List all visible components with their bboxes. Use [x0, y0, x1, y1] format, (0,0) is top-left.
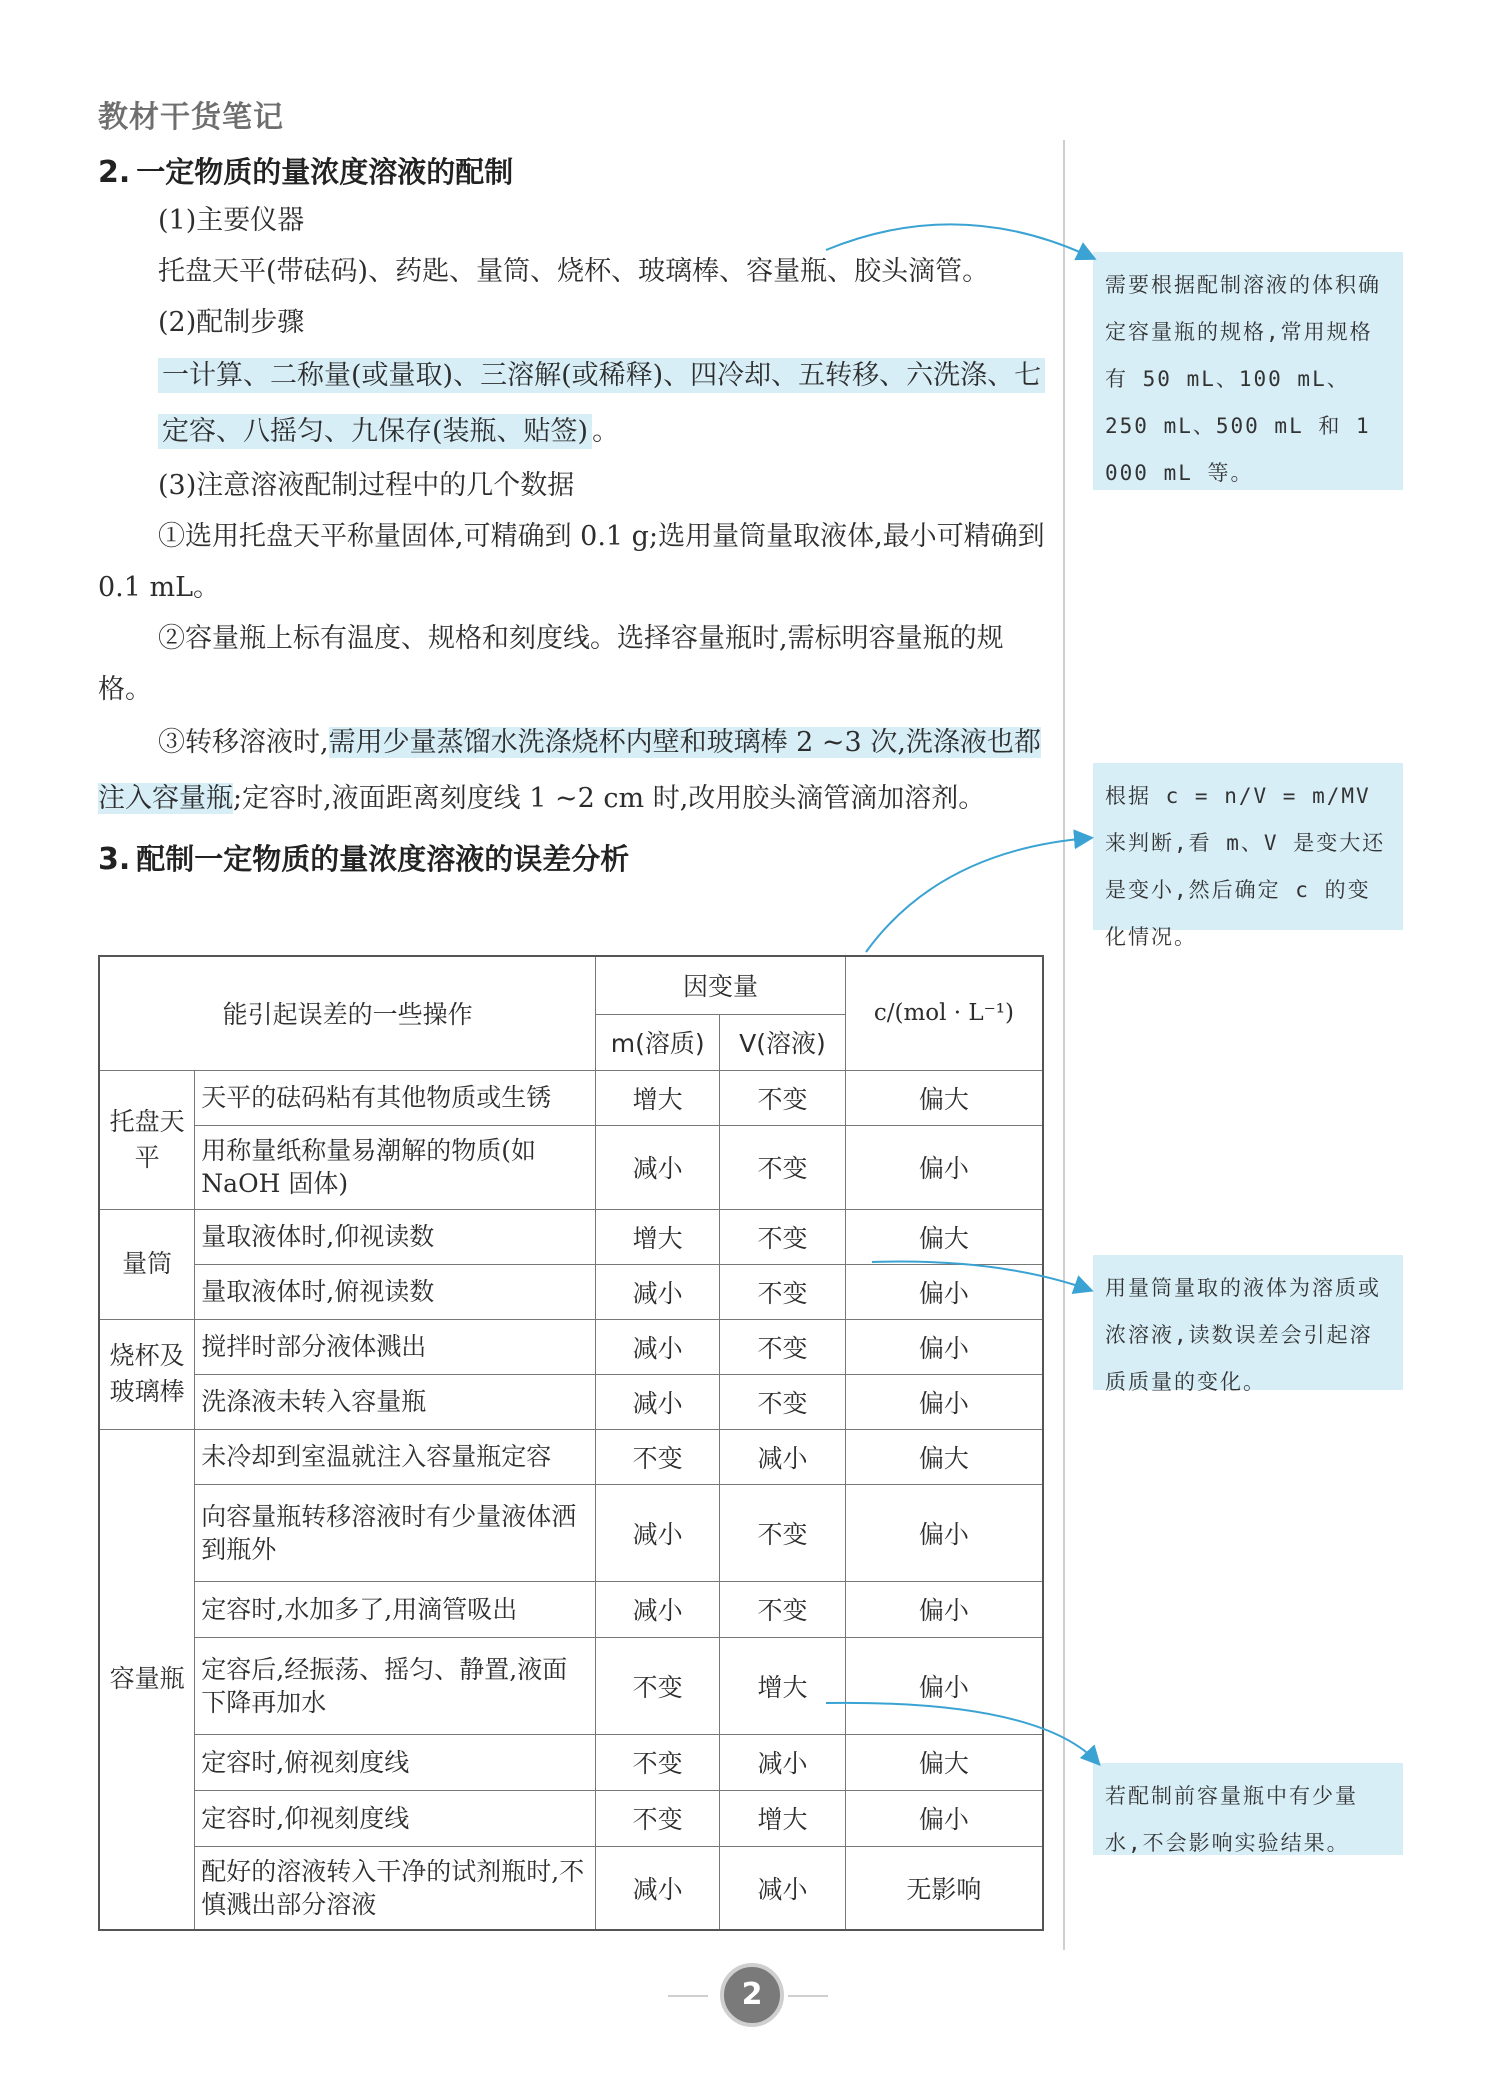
- instruments-list: 托盘天平(带砝码)、药匙、量筒、烧杯、玻璃棒、容量瓶、胶头滴管。: [158, 256, 990, 287]
- page-number: 2: [720, 1963, 784, 2027]
- section-3-title-text: 配制一定物质的量浓度溶液的误差分析: [136, 842, 630, 876]
- table-row-op: 配好的溶液转入干净的试剂瓶时,不慎溅出部分溶液: [195, 1846, 596, 1930]
- header-m: m(溶质): [596, 1014, 720, 1070]
- note-cylinder: 用量筒量取的液体为溶质或浓溶液,读数误差会引起溶质质量的变化。: [1093, 1255, 1403, 1390]
- arrow-2: [866, 838, 1090, 952]
- arrow-1: [826, 224, 1093, 258]
- subheading-steps: (2)配制步骤: [158, 307, 305, 338]
- table-row-op: 量取液体时,仰视读数: [195, 1209, 596, 1264]
- note-flask-size: 需要根据配制溶液的体积确定容量瓶的规格,常用规格有 50 mL、100 mL、250 mL、500 mL 和 1 000 mL 等。: [1093, 252, 1403, 490]
- steps-paragraph: 一计算、二称量(或量取)、三溶解(或稀释)、四冷却、五转移、六洗涤、七定容、八摇匀、九保存(装瓶、贴签) 。: [98, 348, 1045, 460]
- error-analysis-table: 能引起误差的一些操作 因变量 c/(mol · L⁻¹) m(溶质) V(溶液) 托盘天平 天平的砝码粘有其他物质或生锈 增大 不变 偏大 用称量纸称量易潮解的物质(如 NaOH 固体) 减小 不变 偏小 量筒 量取液体时,仰视读数 增大 不变 偏大 量取液体时,俯视读数 减小 不变 偏小 烧杯及玻璃棒 搅拌时部分液体溅出 减小 不变 偏小 洗涤液未转入容量瓶 减小 不变 偏小 容量瓶 未冷却到室温就注入容量瓶定容 不变 减小 偏大 向容量瓶转移溶液时有少量液体洒到瓶外 减小 不变 偏小 定容时,水加多了,用滴管吸出 减小 不变 偏小 定容后,经振荡、摇匀、静置,液面下降再加水 不变 增大 偏小 定容时,俯视刻度线 不变 减小 偏大 定容时,仰视刻度线 不变 增大 偏小 配好的溶液转入干净的试剂瓶时,不慎溅出部分溶液 减小 减小 无影响: [98, 955, 1044, 1931]
- category-balance: 托盘天平: [99, 1070, 195, 1209]
- table-row-op: 定容时,俯视刻度线: [195, 1734, 596, 1790]
- table-row-op: 量取液体时,俯视读数: [195, 1264, 596, 1319]
- table-row-op: 未冷却到室温就注入容量瓶定容: [195, 1429, 596, 1484]
- header-v: V(溶液): [720, 1014, 846, 1070]
- arrow-3: [872, 1262, 1090, 1290]
- steps-highlight: 一计算、二称量(或量取)、三溶解(或稀释)、四冷却、五转移、六洗涤、七定容、八摇匀、九保存(装瓶、贴签): [158, 358, 1045, 449]
- header-variables: 因变量: [596, 956, 846, 1014]
- note-water-in-flask: 若配制前容量瓶中有少量水,不会影响实验结果。: [1093, 1763, 1403, 1855]
- header-title: 教材干货笔记: [98, 100, 284, 135]
- data-point-2: ②容量瓶上标有温度、规格和刻度线。选择容量瓶时,需标明容量瓶的规格。: [98, 623, 1004, 705]
- table-row-op: 洗涤液未转入容量瓶: [195, 1374, 596, 1429]
- table-row-op: 搅拌时部分液体溅出: [195, 1319, 596, 1374]
- section-2-number: 2.: [98, 155, 131, 190]
- table-row-op: 定容时,水加多了,用滴管吸出: [195, 1581, 596, 1637]
- note-formula: 根据 c = n/V = m/MV 来判断,看 m、V 是变大还是变小,然后确定 c 的变化情况。: [1093, 763, 1403, 930]
- subheading-instruments: (1)主要仪器: [158, 205, 305, 236]
- category-cylinder: 量筒: [99, 1209, 195, 1319]
- page-number-right-line: [788, 1995, 828, 1997]
- data-point-1: ①选用托盘天平称量固体,可精确到 0.1 g;选用量筒量取液体,最小可精确到 0.1 mL。: [98, 521, 1045, 603]
- data-point-3-highlight: 需用少量蒸馏水洗涤烧杯内壁和玻璃棒 2 ~3 次,洗涤液也都注入容量瓶: [98, 727, 1041, 814]
- table-row-op: 向容量瓶转移溶液时有少量液体洒到瓶外: [195, 1484, 596, 1581]
- header-operations: 能引起误差的一些操作: [99, 956, 596, 1070]
- section-2-title-text: 一定物质的量浓度溶液的配制: [136, 155, 514, 189]
- category-flask: 容量瓶: [99, 1429, 195, 1930]
- table-row-op: 定容时,仰视刻度线: [195, 1790, 596, 1846]
- page-number-left-line: [668, 1995, 708, 1997]
- category-beaker: 烧杯及玻璃棒: [99, 1319, 195, 1429]
- data-point-3: ③转移溶液时,需用少量蒸馏水洗涤烧杯内壁和玻璃棒 2 ~3 次,洗涤液也都注入容量瓶;定容时,液面距离刻度线 1 ~2 cm 时,改用胶头滴管滴加溶剂。: [98, 727, 1041, 814]
- header-concentration: c/(mol · L⁻¹): [845, 956, 1043, 1070]
- subheading-data: (3)注意溶液配制过程中的几个数据: [158, 470, 575, 501]
- table-row-op: 天平的砝码粘有其他物质或生锈: [195, 1070, 596, 1125]
- table-row-op: 定容后,经振荡、摇匀、静置,液面下降再加水: [195, 1637, 596, 1734]
- section-3-number: 3.: [98, 842, 131, 877]
- table-row-op: 用称量纸称量易潮解的物质(如 NaOH 固体): [195, 1125, 596, 1209]
- arrow-4: [826, 1703, 1098, 1763]
